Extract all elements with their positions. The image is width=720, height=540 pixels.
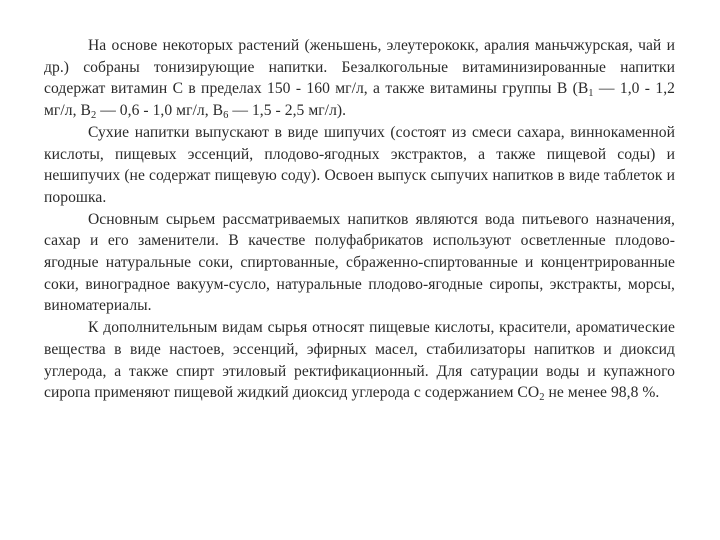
text-run: — 1,0 - 1,2 мг/л, В: [44, 80, 675, 120]
paragraph-tonic-drinks: [44, 35, 675, 122]
subscript: 6: [223, 110, 229, 122]
text-run: — 1,5 - 2,5 мг/л).: [228, 102, 347, 120]
subscript: 1: [588, 88, 594, 100]
paragraph-dry-drinks: [44, 122, 675, 209]
subscript: 2: [539, 392, 545, 404]
text-run: К дополнительным видам сырья относят пищевые кислоты, красители, ароматические вещества в виде настоев, эссенций, эфирных масел, стабилизаторы напитков и диоксид углерода, а также спирт этиловый ректификационный. Для сатурации воды и купажного сиропа применяют пищевой жидкий диоксид углерода с содержанием СО: [44, 319, 675, 402]
text-run: Основным сырьем рассматриваемых напитков являются вода питьевого назначения, сахар и его заменители. В качестве полуфабрикатов используют осветленные плодово-ягодные натуральные соки, спиртованные, сбраженно-спиртованные и концентрированные соки, виноградное вакуум-сусло, натуральные плодово-ягодные сиропы, экстракты, морсы, виноматериалы.: [44, 210, 675, 315]
paragraph-raw-materials: [44, 209, 675, 318]
text-run: не менее 98,8 %.: [544, 384, 660, 402]
paragraph-additional-materials: [44, 317, 675, 404]
text-run: — 0,6 - 1,0 мг/л, В: [96, 102, 224, 120]
text-run: На основе некоторых растений (женьшень, элеутерококк, аралия маньчжурская, чай и др.) собраны тонизирующие напитки. Безалкогольные витаминизированные напитки содержат витамин С в пределах 150 - 160 мг/л, а также витамины группы В (В: [44, 37, 675, 98]
text-run: Сухие напитки выпускают в виде шипучих (состоят из смеси сахара, виннокаменной кислоты, пищевых эссенций, плодово-ягодных экстрактов, а также пищевой соды) и нешипучих (не содержат пищевую соду). Освоен выпуск сыпучих напитков в виде таблеток и порошка.: [44, 123, 675, 206]
subscript: 2: [90, 110, 97, 122]
